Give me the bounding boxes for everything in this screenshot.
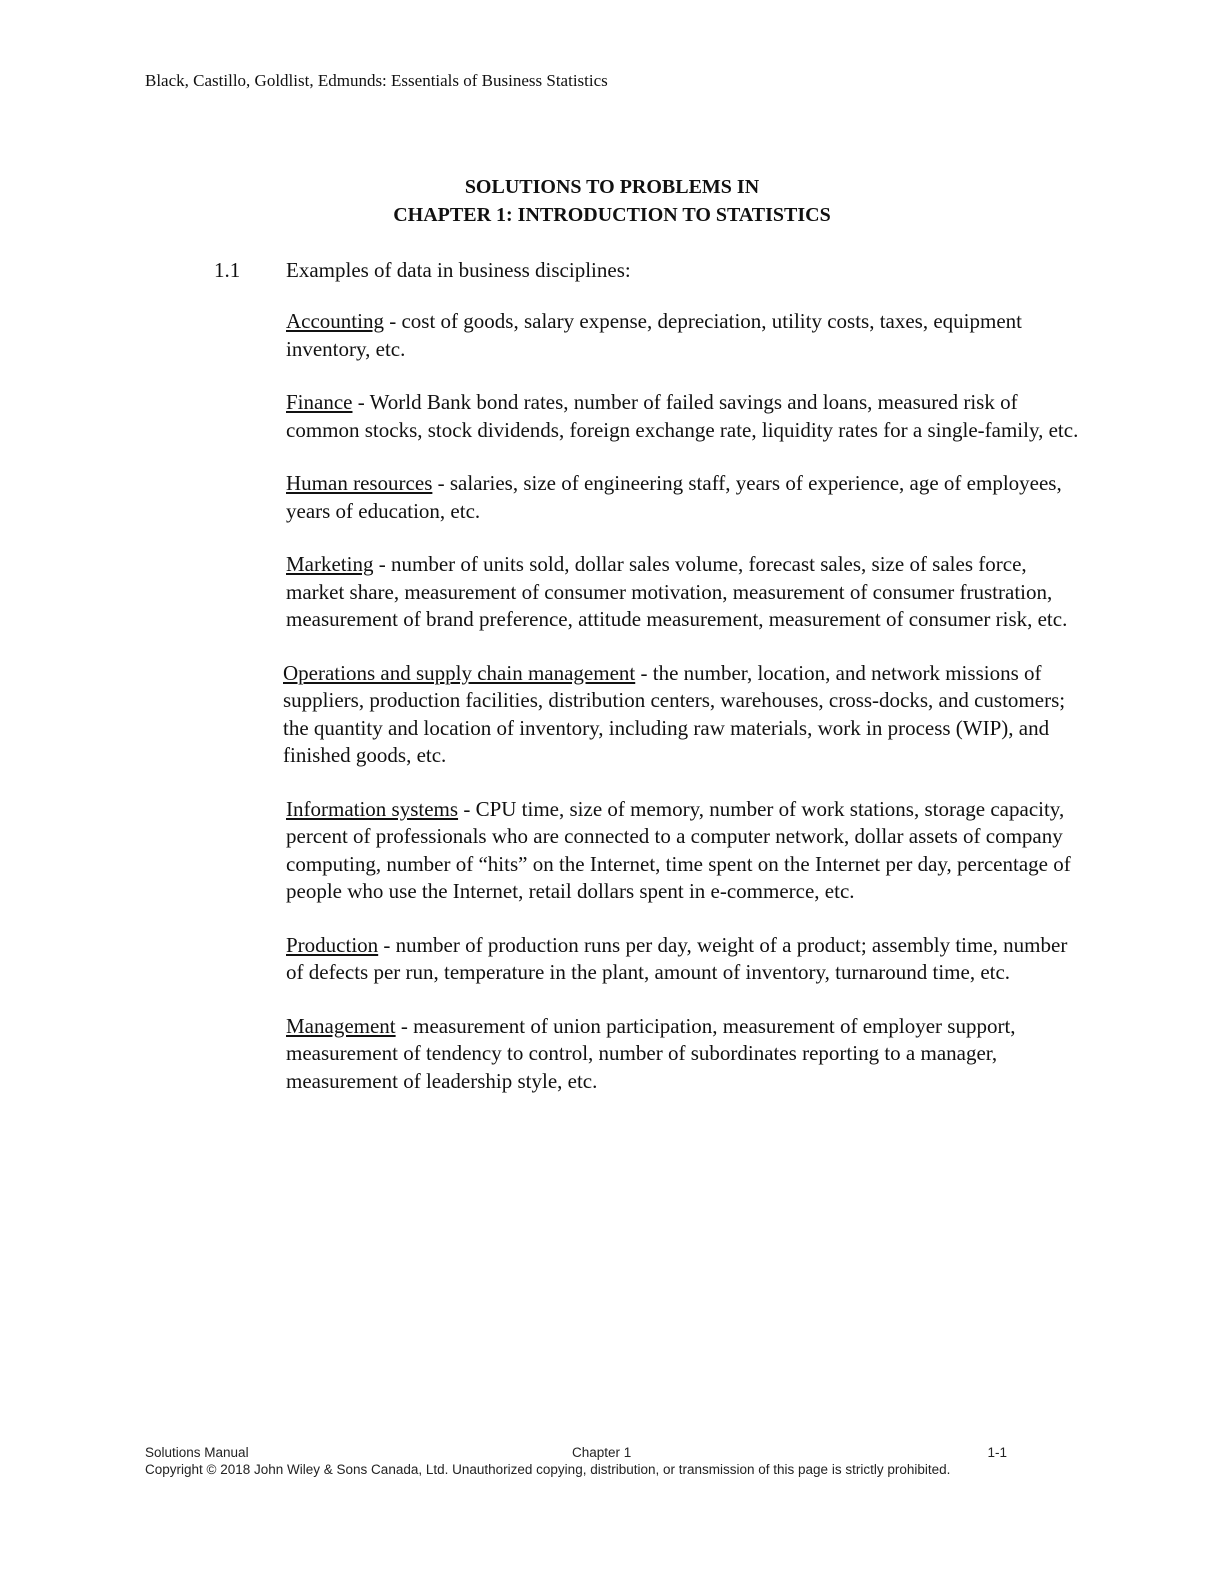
discipline-label: Information systems <box>286 796 459 821</box>
discipline-examples: cost of goods, salary expense, depreciation, utility costs, taxes, equipment inventory, etc. <box>286 309 1022 361</box>
discipline-entry-marketing: Marketing - number of units sold, dollar sales volume, forecast sales, size of sales force, market share, measurement of consumer motivation, measurement of consumer frustration, measurement of brand preference, attitude measurement, measurement of consumer risk, etc. <box>286 552 1068 631</box>
discipline-entry-operations: Operations and supply chain management - the number, location, and network missions of suppliers, production facilities, distribution centers, warehouses, cross-docks, and customers; the quantity and location of inventory, including raw materials, work in process (WIP), and finished goods, etc. <box>283 660 1066 767</box>
discipline-examples: World Bank bond rates, number of failed savings and loans, measured risk of common stocks, stock dividends, foreign exchange rate, liquidity rates for a single-family, etc. <box>286 390 1079 442</box>
footer-row <box>145 1445 1015 1462</box>
discipline-label: Finance <box>286 390 353 414</box>
discipline-examples: measurement of union participation, measurement of employer support, measurement of tendency to control, number of subordinates reporting to a manager, measurement of leadership style, etc. <box>286 1013 1016 1093</box>
problem-number: 1.1 <box>214 258 241 282</box>
page-title <box>0 173 1224 229</box>
discipline-entry-information-systems: Information systems - CPU time, size of memory, number of work stations, storage capacity, percent of professionals who are connected to a computer network, dollar assets of company computing, number of “hits” on the Internet, time spent on the Internet per day, percentage of people who use the Internet, retail dollars spent in e-commerce, etc. <box>286 796 1071 903</box>
discipline-entry-management: Management - measurement of union participation, measurement of employer support, measurement of tendency to control, number of subordinates reporting to a manager, measurement of leadership style, etc. <box>286 1013 1016 1093</box>
discipline-label: Operations and supply chain management <box>283 660 636 685</box>
page-footer <box>145 1445 1015 1479</box>
footer-chapter-label: Chapter 1 <box>572 1445 632 1460</box>
footer-manual-label: Solutions Manual <box>145 1445 249 1460</box>
problem-intro: Examples of data in business disciplines: <box>286 258 631 282</box>
discipline-examples: CPU time, size of memory, number of work stations, storage capacity, percent of professionals who are connected to a computer network, dollar assets of company computing, number of “hits” on the Internet, time spent on the Internet per day, percentage of people who use the Internet, retail dollars spent in e-commerce, etc. <box>286 796 1071 903</box>
discipline-entry-production: Production - number of production runs per day, weight of a product; assembly time, number of defects per run, temperature in the plant, amount of inventory, turnaround time, etc. <box>286 932 1068 984</box>
footer-page-number: 1-1 <box>987 1445 1007 1460</box>
discipline-label: Marketing <box>286 552 374 576</box>
title-line-2: CHAPTER 1: INTRODUCTION TO STATISTICS <box>393 204 831 226</box>
discipline-label: Accounting <box>286 309 384 333</box>
discipline-label: Production <box>286 932 379 957</box>
discipline-label: Human resources <box>286 471 433 495</box>
discipline-examples: number of production runs per day, weight of a product; assembly time, number of defects per run, temperature in the plant, amount of inventory, turnaround time, etc. <box>286 932 1068 984</box>
discipline-label: Management <box>286 1013 396 1038</box>
running-head: Black, Castillo, Goldlist, Edmunds: Essentials of Business Statistics <box>145 71 608 90</box>
discipline-examples: the number, location, and network missions of suppliers, production facilities, distribution centers, warehouses, cross-docks, and customers; the quantity and location of inventory, including raw materials, work in process (WIP), and finished goods, etc. <box>283 660 1066 767</box>
discipline-examples: salaries, size of engineering staff, years of experience, age of employees, years of education, etc. <box>286 471 1062 523</box>
discipline-entry-accounting: Accounting - cost of goods, salary expense, depreciation, utility costs, taxes, equipment inventory, etc. <box>286 309 1022 361</box>
title-line-1: SOLUTIONS TO PROBLEMS IN <box>464 176 760 198</box>
footer-copyright: Copyright © 2018 John Wiley & Sons Canada, Ltd. Unauthorized copying, distribution, or transmission of this page is strictly prohibited. <box>145 1462 951 1477</box>
discipline-examples: number of units sold, dollar sales volume, forecast sales, size of sales force, market share, measurement of consumer motivation, measurement of consumer frustration, measurement of brand preference, attitude measurement, measurement of consumer risk, etc. <box>286 552 1068 631</box>
discipline-entry-finance: Finance - World Bank bond rates, number of failed savings and loans, measured risk of common stocks, stock dividends, foreign exchange rate, liquidity rates for a single-family, etc. <box>286 390 1079 442</box>
discipline-entry-human-resources: Human resources - salaries, size of engineering staff, years of experience, age of employees, years of education, etc. <box>286 471 1062 523</box>
discipline-list <box>283 308 1086 1121</box>
